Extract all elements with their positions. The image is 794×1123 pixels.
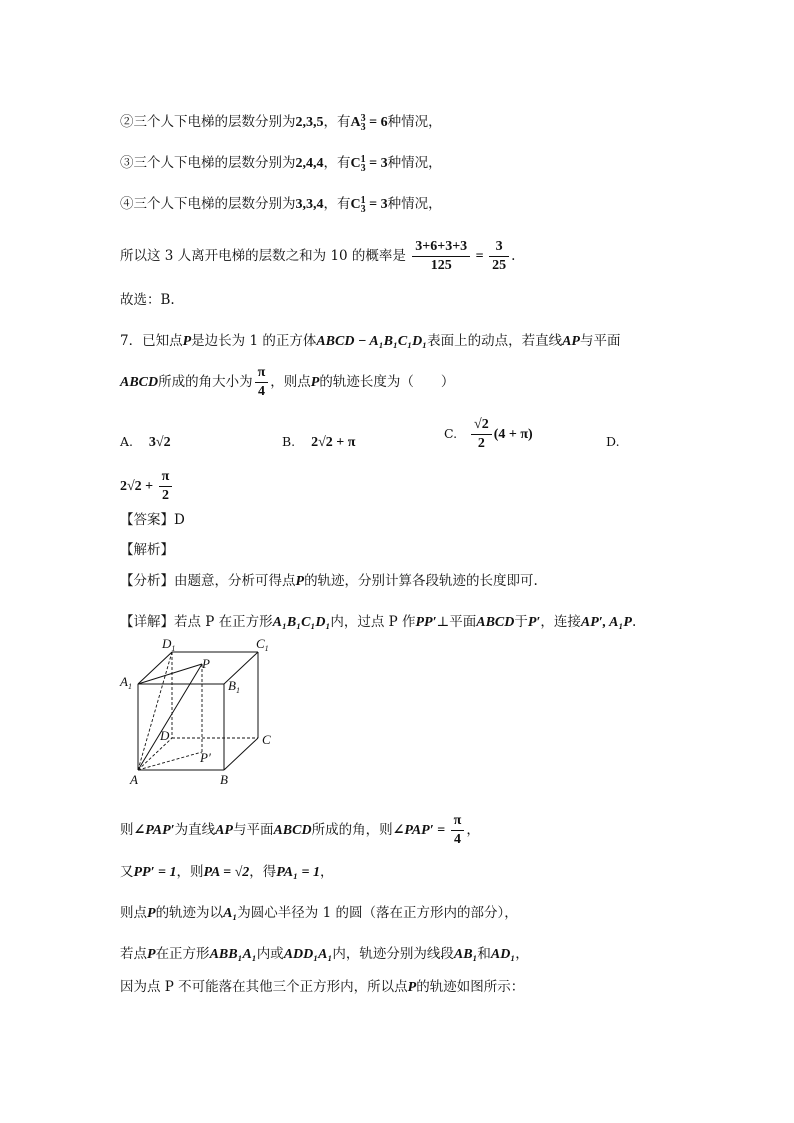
option-d-label: D. [606,434,620,449]
label-A1: $A_1$ [120,674,132,691]
choice-line: 故选：B. [120,292,175,308]
segment-AP [138,664,202,770]
option-c: C. $\frac{√2}{2}$ (4 + π) [444,417,533,451]
math-floors: 3,3,4 [295,197,324,212]
cube-diagram [118,634,288,786]
text: ④三个人下电梯的层数分别为 [120,196,296,212]
probability-line: 所以这 3 人离开电梯的层数之和为 10 的概率是 $\frac{3+6+3+3}{125}$ = $\frac{3}{25}$ . [120,239,516,273]
segment-A1P [138,664,202,684]
text: ②三个人下电梯的层数分别为 [120,114,296,130]
option-a: A. 3√2 [120,434,171,450]
edge-BC [224,738,258,770]
text: ，有 [323,196,351,212]
reason-line-5: 因为点 P 不可能落在其他三个正方形内，所以点P的轨迹如图所示： [120,979,525,995]
math-arrangement: A 3 3 = 6 [350,112,388,133]
question-7-line-2: ABCD所成的角大小为 $\frac{\pi}{4}$ ，则点P的轨迹长度为（ ） [120,365,455,399]
text: ，有 [323,114,351,130]
case-4-line [120,194,442,215]
label-D1: $D_1$ [162,636,176,653]
math-combination: C 1 3 = 3 [350,194,388,215]
label-P: P [202,656,210,671]
case-2-line [120,112,442,133]
label-B1: $B_1$ [228,678,240,695]
fenxi-line: 【分析】由题意，分析可得点P的轨迹，分别计算各段轨迹的长度即可. [120,573,538,589]
answer-line: 【答案】D [120,512,185,528]
analysis-heading: 【解析】 [120,542,174,558]
label-Pprime: P′ [200,750,211,765]
fraction-pi-4: $\frac{\pi}{4}$ [255,364,269,401]
math-floors: 2,4,4 [295,156,324,171]
case-3-line [120,153,442,174]
label-C: C [262,732,271,747]
reason-line-1: 则∠PAP′为直线AP与平面ABCD所成的角，则∠PAP′ = $\frac{\pi}{4}$ ， [120,813,480,847]
question-7-line-1: 7．已知点P是边长为 1 的正方体ABCD − A₁B₁C₁D₁表面上的动点，若直线AP与平面 [120,333,621,349]
option-b: B. 2√2 + π [282,434,356,450]
reason-line-2: 又PP′ = 1，则PA = √2，得PA₁ = 1， [120,864,334,880]
label-B: B [220,772,228,786]
label-A: A [130,772,138,786]
math-floors: 2,3,5 [295,115,324,130]
math-combination: C 1 3 = 3 [350,153,388,174]
detail-line: 【详解】若点 P 在正方形A₁B₁C₁D₁内，过点 P 作PP′⊥平面ABCD于P′，连接AP′, A₁P. [120,614,637,630]
label-C1: $C_1$ [256,636,269,653]
reason-line-3: 则点P的轨迹为以A₁为圆心半径为 1 的圆（落在正方形内的部分）， [120,905,518,921]
text: ，有 [323,155,351,171]
reason-line-4: 若点P在正方形ABB₁A₁内或ADD₁A₁内，轨迹分别为线段AB₁和AD₁， [120,946,529,962]
fraction-sum: $\frac{3+6+3+3}{125}$ [412,238,470,275]
fraction-result: $\frac{3}{25}$ [489,238,509,275]
text: 种情况， [387,196,442,212]
text: 所以这 3 人离开电梯的层数之和为 10 的概率是 [120,248,406,264]
segment-AD1 [138,652,172,770]
text: 种情况， [387,155,442,171]
label-D: D [160,728,170,743]
text: 种情况， [387,114,442,130]
text: ③三个人下电梯的层数分别为 [120,155,296,171]
option-d-value: 2√2 + $\frac{\pi}{2}$ [120,466,174,507]
